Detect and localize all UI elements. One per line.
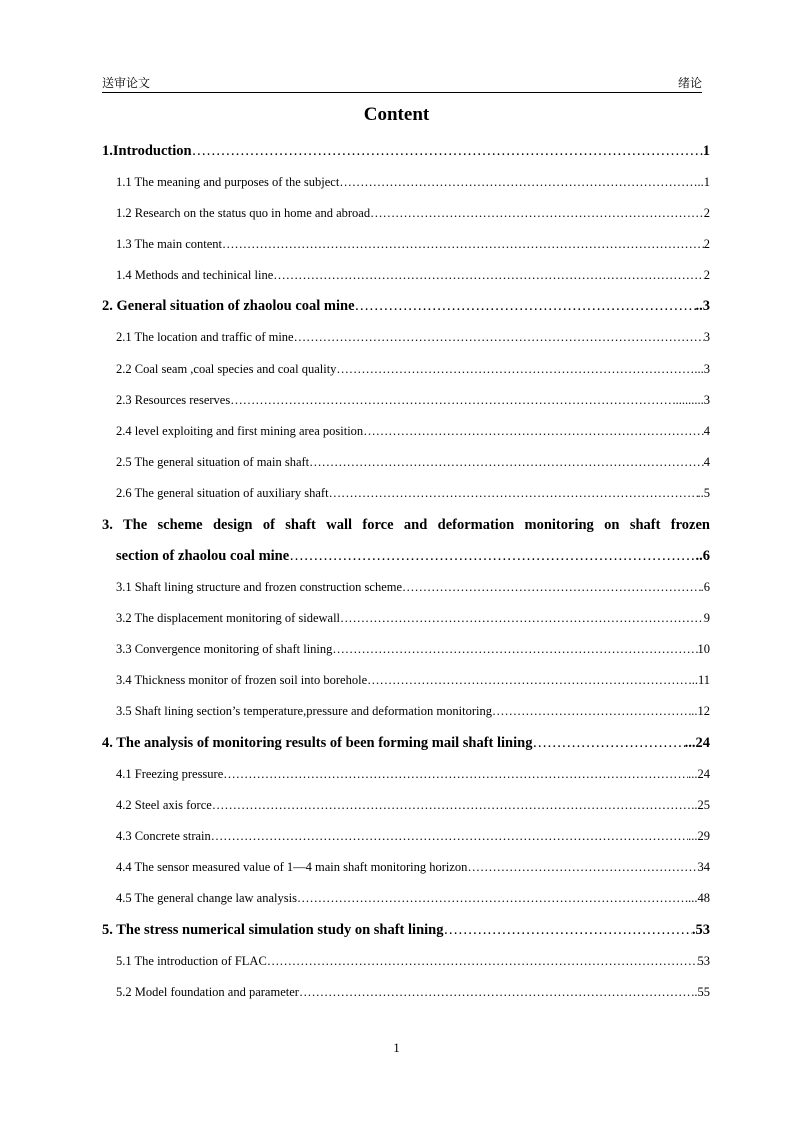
toc-section-entry[interactable] [116,424,710,439]
toc-section-entry[interactable] [116,642,710,657]
header-right-text: 绪论 [677,76,702,90]
toc-page-number: .........3 [675,393,710,407]
toc-page-number: ..55 [691,985,710,999]
toc-section-entry[interactable] [116,580,710,595]
toc-section-entry[interactable] [116,330,710,345]
toc-entry-title: 5. The stress numerical simulation study on shaft lining [102,922,444,938]
toc-chapter-title-line1: 3. The scheme design of shaft wall force and deformation monitoring on shaft frozen [102,517,710,533]
toc-entry-title: 1.3 The main content [116,237,222,251]
toc-page-number: 2 [703,206,710,220]
toc-section-entry[interactable] [116,798,710,813]
leader-dots [329,486,698,501]
toc-section-entry[interactable] [116,860,710,875]
toc-entry-title: 2. General situation of zhaolou coal mine [102,298,355,314]
toc-section-entry[interactable] [116,455,710,470]
leader-dots [367,673,692,688]
leader-dots [297,891,688,906]
toc-chapter-title-line2: section of zhaolou coal mine [116,548,290,564]
leader-dots [402,580,701,595]
leader-dots [492,704,691,719]
toc-page-number: ..5 [697,486,710,500]
leader-dots [299,985,691,1000]
toc-page-number: ...24 [684,735,710,751]
leader-dots [294,330,704,345]
toc-page-number: 1 [702,143,710,159]
toc-section-entry[interactable] [116,393,710,408]
toc-section-entry[interactable] [116,673,710,688]
leader-dots [223,767,688,782]
toc-section-entry[interactable] [116,704,710,719]
toc-entry-title: 5.1 The introduction of FLAC [116,954,267,968]
toc-entry-title: 4.5 The general change law analysis [116,891,297,905]
leader-dots [222,237,704,252]
toc-entry-title: 3.4 Thickness monitor of frozen soil into borehole [116,673,368,687]
leader-dots [340,611,704,626]
toc-section-entry[interactable] [116,486,710,501]
toc-page-number: ………...3 [656,362,710,376]
toc-section-entry[interactable] [116,362,710,377]
toc-chapter-entry[interactable] [102,517,710,564]
leader-dots [532,735,684,752]
toc-entry-title: 2.4 level exploiting and first mining area position [116,424,364,438]
toc-entry-title: 4.2 Steel axis force [116,798,212,812]
toc-page-number: ..6 [695,548,710,564]
toc-page-number: ..11 [691,673,710,687]
toc-page-number: 2 [703,268,710,282]
toc-page-number: .6 [700,580,710,594]
leader-dots [336,362,656,377]
leader-dots [443,922,691,939]
toc-page-number: ...24 [688,767,710,781]
leader-dots [339,175,697,190]
leader-dots [230,393,675,408]
toc-entry-title: 3.5 Shaft lining section’s temperature,pressure and deformation monitoring [116,704,492,718]
toc-page-number: .53 [691,922,710,938]
toc-entry-title: 4.1 Freezing pressure [116,767,224,781]
toc-section-entry[interactable] [116,175,710,190]
page-title: Content [363,104,430,125]
leader-dots [309,455,704,470]
toc-entry-title: 1.2 Research on the status quo in home and abroad [116,206,371,220]
toc-chapter-entry[interactable] [102,143,710,160]
toc-chapter-entry[interactable] [102,735,710,752]
running-header [102,77,702,93]
page-number: 1 [393,1040,400,1055]
toc-page-number: ..3 [695,298,710,314]
toc-page-number: ...29 [688,829,710,843]
toc-section-entry[interactable] [116,268,710,283]
toc-page-number: ..1 [697,175,710,189]
toc-page-number: ..25 [691,798,710,812]
header-left-text: 送审论文 [102,76,151,90]
toc-entry-title: 2.1 The location and traffic of mine [116,330,294,344]
toc-entry-title: 1.Introduction [102,143,192,159]
toc-section-entry[interactable] [116,206,710,221]
toc-page-number: 4 [703,424,710,438]
leader-dots [332,642,697,657]
toc-page-number: ...48 [688,891,710,905]
toc-page-number: 53 [697,954,710,968]
toc-page-number: 34 [697,860,710,874]
toc-section-entry[interactable] [116,611,710,626]
toc-entry-title: 3.1 Shaft lining structure and frozen construction scheme [116,580,403,594]
leader-dots [192,143,703,160]
toc-entry-title: 1.4 Methods and techinical line [116,268,274,282]
toc-page-number: 3 [703,330,710,344]
toc-page-number: 2 [703,237,710,251]
toc-page-number: ..12 [691,704,710,718]
toc-entry-title: 3.3 Convergence monitoring of shaft lining [116,642,333,656]
toc-page-number: 9 [703,611,710,625]
toc-entry-title: 4. The analysis of monitoring results of been forming mail shaft lining [102,735,533,751]
toc-section-entry[interactable] [116,237,710,252]
leader-dots [370,206,704,221]
toc-chapter-entry[interactable] [102,922,710,939]
toc-section-entry[interactable] [116,829,710,844]
toc-chapter-entry[interactable] [102,298,710,315]
leader-dots [355,298,696,315]
leader-dots [363,424,704,439]
toc-entry-title: 2.6 The general situation of auxiliary shaft [116,486,329,500]
toc-entry-title: 3.2 The displacement monitoring of sidewall [116,611,341,625]
toc-entry-title: 1.1 The meaning and purposes of the subject [116,175,340,189]
toc-section-entry[interactable] [116,954,710,969]
toc-section-entry[interactable] [116,891,710,906]
toc-entry-title: 5.2 Model foundation and parameter [116,985,299,999]
toc-entry-title: 4.3 Concrete strain [116,829,211,843]
toc-entry-title: 2.3 Resources reserves [116,393,231,407]
toc-section-entry[interactable] [116,985,710,1000]
leader-dots [289,548,695,565]
toc-entry-title: 2.2 Coal seam ,coal species and coal quality [116,362,337,376]
toc-entry-title: 4.4 The sensor measured value of 1—4 main shaft monitoring horizon [116,860,468,874]
leader-dots [273,268,703,283]
toc-page-number: 4 [703,455,710,469]
leader-dots [267,954,698,969]
toc-section-entry[interactable] [116,767,710,782]
toc-page-number: 10 [697,642,710,656]
toc-entry-title: 2.5 The general situation of main shaft [116,455,310,469]
leader-dots [212,798,691,813]
leader-dots [211,829,688,844]
leader-dots [467,860,697,875]
